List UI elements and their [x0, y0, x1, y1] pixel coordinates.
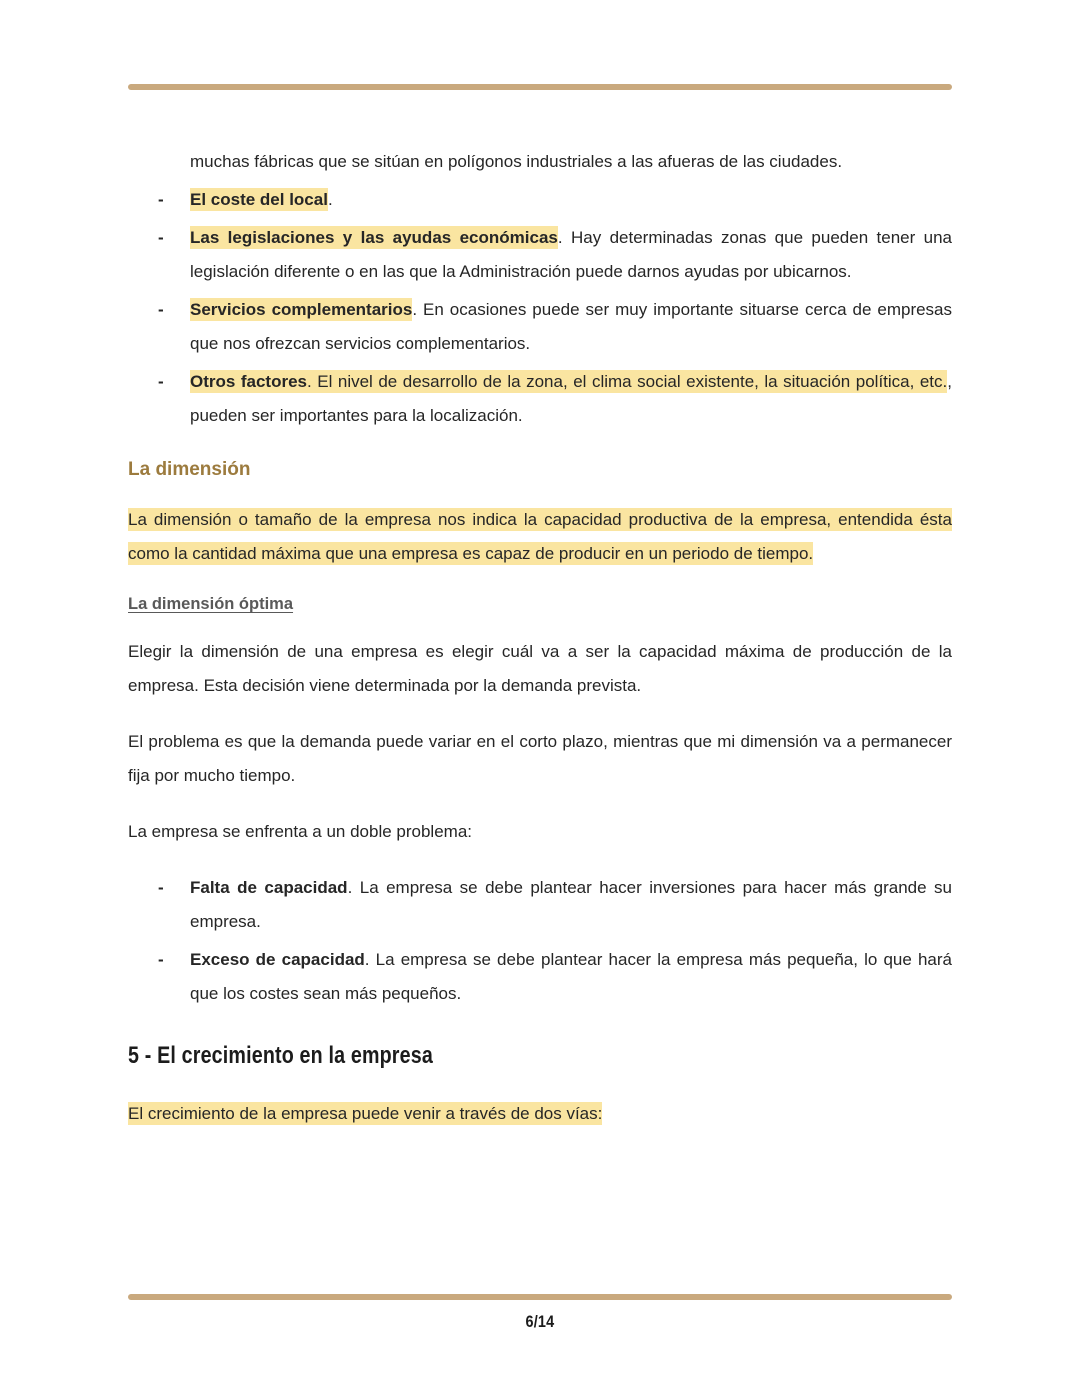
factor-text: . En ocasiones puede ser muy importante situarse cerca de empresas que nos ofrezcan servicios complementarios. — [190, 300, 953, 353]
factor-bold-text: Las legislaciones y las ayudas económicas — [190, 228, 558, 247]
capacity-problems-list — [128, 871, 952, 1011]
highlighted-text: El crecimiento de la empresa puede venir a través de dos vías: — [128, 1104, 603, 1123]
factor-bold-text: Servicios complementarios — [190, 300, 413, 319]
list-item-legislaciones — [128, 221, 952, 289]
bottom-divider — [128, 1294, 952, 1300]
subheading-dimension-optima: La dimensión óptima — [128, 595, 294, 613]
factor-text: . Hay determinadas zonas que pueden tener una legislación diferente o en las que la Administración puede darnos ayudas por ubicarnos. — [190, 228, 953, 281]
dash-marker: - — [158, 300, 164, 319]
dimension-intro-paragraph — [128, 503, 952, 571]
highlighted-text: La dimensión o tamaño de la empresa nos indica la capacidad productiva de la empresa, entendida ésta como la cantidad máxima que una empresa es capaz de producir en un periodo de tiempo. — [128, 510, 952, 563]
factor-bold-text: Otros factores — [190, 372, 307, 391]
list-item-servicios — [128, 293, 952, 361]
list-item-otros-factores — [128, 365, 952, 433]
factor-text: , pueden ser importantes para la localización. — [190, 372, 952, 425]
dash-marker: - — [158, 372, 164, 391]
factor-highlighted-text: . El nivel de desarrollo de la zona, el clima social existente, la situación política, etc. — [307, 372, 948, 391]
location-factors-list — [128, 183, 952, 433]
top-divider — [128, 84, 952, 90]
problem-text: . La empresa se debe plantear hacer la empresa más pequeña, lo que hará que los costes sean más pequeños. — [190, 950, 952, 1003]
section-heading-la-dimension: La dimensión — [128, 459, 251, 480]
page-number — [0, 1312, 1080, 1332]
dash-marker: - — [158, 228, 164, 247]
factor-text: . — [327, 190, 333, 209]
chapter-heading-crecimiento — [128, 1041, 952, 1071]
body-paragraph: Elegir la dimensión de una empresa es elegir cuál va a ser la capacidad máxima de producción de la empresa. Esta decisión viene determinada por la demanda prevista. — [128, 642, 952, 695]
problem-bold-text: Exceso de capacidad — [190, 950, 365, 969]
growth-intro-paragraph — [128, 1097, 952, 1131]
problem-text: . La empresa se debe plantear hacer inversiones para hacer más grande su empresa. — [190, 878, 952, 931]
list-item-coste-local — [128, 183, 952, 217]
body-paragraph: La empresa se enfrenta a un doble problema: — [128, 822, 473, 841]
chapter-heading-text: 5 - El crecimiento en la empresa — [128, 1042, 433, 1069]
list-item-falta-capacidad — [128, 871, 952, 939]
factor-bold-text: El coste del local — [190, 190, 328, 209]
list-item-exceso-capacidad — [128, 943, 952, 1011]
dash-marker: - — [158, 190, 164, 209]
problem-bold-text: Falta de capacidad — [190, 878, 348, 897]
body-paragraph: El problema es que la demanda puede variar en el corto plazo, mientras que mi dimensión va a permanecer fija por mucho tiempo. — [128, 732, 952, 785]
dash-marker: - — [158, 950, 164, 969]
continuation-paragraph: muchas fábricas que se sitúan en polígonos industriales a las afueras de las ciudades. — [190, 152, 843, 171]
page-number-text: 6/14 — [525, 1312, 555, 1331]
dash-marker: - — [158, 878, 164, 897]
